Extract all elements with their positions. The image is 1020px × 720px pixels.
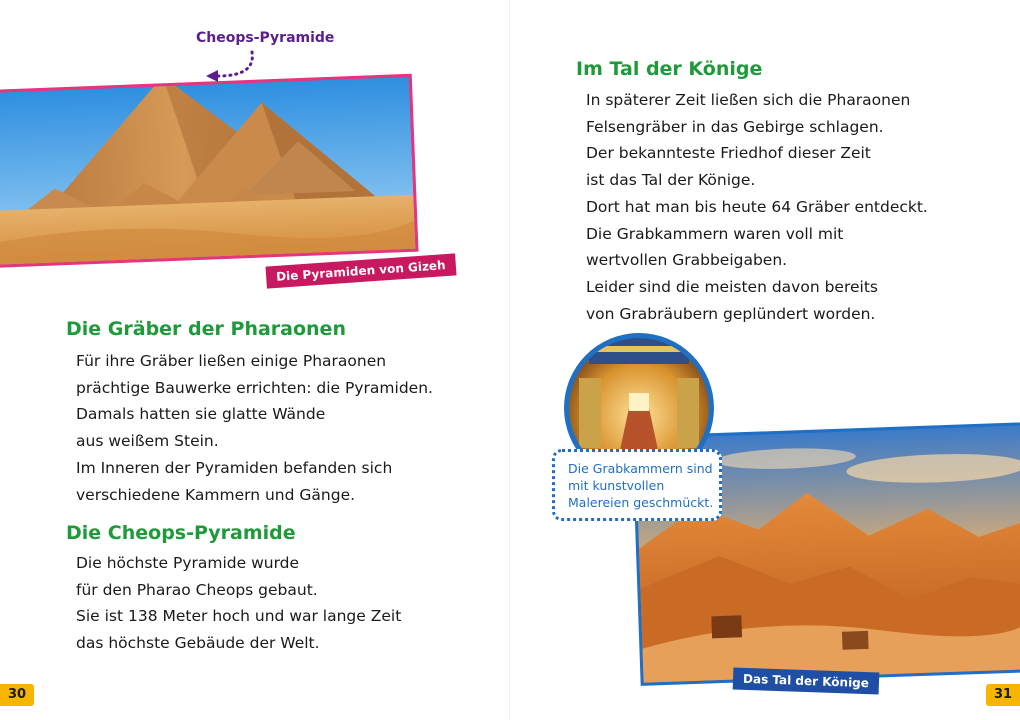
valley-caption: Das Tal der Könige bbox=[733, 667, 880, 694]
pyramids-caption: Die Pyramiden von Gizeh bbox=[265, 253, 456, 288]
text-line: wertvollen Grabbeigaben. bbox=[586, 251, 788, 270]
text-line: prächtige Bauwerke errichten: die Pyramiden. bbox=[76, 378, 433, 397]
callout-line: Malereien geschmückt. bbox=[568, 495, 714, 510]
heading-tal-der-koenige: Im Tal der Könige bbox=[576, 58, 763, 80]
callout-line: mit kunstvollen bbox=[568, 478, 665, 493]
cheops-label: Cheops-Pyramide bbox=[196, 30, 335, 46]
text-line: Felsengräber in das Gebirge schlagen. bbox=[586, 117, 884, 136]
callout-box bbox=[552, 449, 722, 521]
paragraph-graeber bbox=[76, 348, 433, 508]
pyramids-photo bbox=[0, 77, 415, 265]
text-line: ist das Tal der Könige. bbox=[586, 171, 756, 190]
text-line: von Grabräubern geplündert worden. bbox=[586, 304, 876, 323]
text-line: Dort hat man bis heute 64 Gräber entdeckt. bbox=[586, 197, 928, 216]
text-line: Die höchste Pyramide wurde bbox=[76, 554, 300, 572]
text-line: Der bekannteste Friedhof dieser Zeit bbox=[586, 144, 871, 163]
text-line: Die Grabkammern waren voll mit bbox=[586, 224, 844, 243]
page-number-left: 30 bbox=[0, 684, 34, 706]
heading-cheops: Die Cheops-Pyramide bbox=[66, 522, 296, 544]
paragraph-tal bbox=[586, 87, 928, 327]
paragraph-cheops bbox=[76, 550, 401, 657]
callout-line: Die Grabkammern sind bbox=[568, 461, 713, 476]
text-line: verschiedene Kammern und Gänge. bbox=[76, 485, 356, 504]
text-line: Im Inneren der Pyramiden befanden sich bbox=[76, 458, 393, 477]
text-line: für den Pharao Cheops gebaut. bbox=[76, 580, 318, 599]
heading-graeber: Die Gräber der Pharaonen bbox=[66, 318, 346, 340]
text-line: Damals hatten sie glatte Wände bbox=[76, 405, 326, 424]
right-page bbox=[510, 0, 1020, 720]
text-line: Für ihre Gräber ließen einige Pharaonen bbox=[76, 352, 387, 370]
dotted-arrow-icon bbox=[200, 48, 270, 88]
page-number-right: 31 bbox=[986, 684, 1020, 706]
text-line: aus weißem Stein. bbox=[76, 432, 219, 451]
pyramids-photo-frame bbox=[0, 74, 419, 268]
text-line: Leider sind die meisten davon bereits bbox=[586, 277, 878, 296]
text-line: das höchste Gebäude der Welt. bbox=[76, 634, 320, 653]
text-line: In späterer Zeit ließen sich die Pharaonen bbox=[586, 91, 911, 109]
text-line: Sie ist 138 Meter hoch und war lange Zeit bbox=[76, 607, 402, 626]
